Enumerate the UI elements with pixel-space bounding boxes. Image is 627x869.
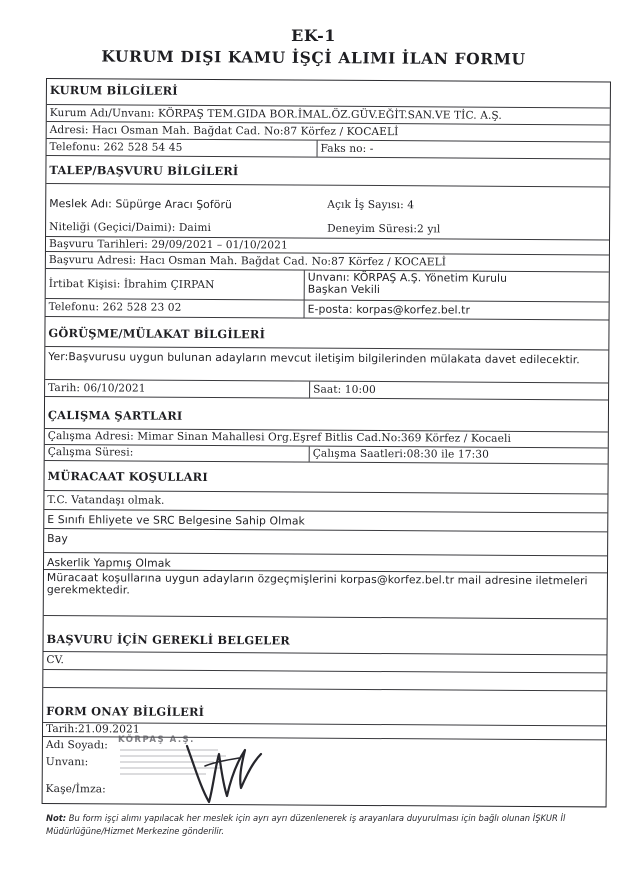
kurum-unvan: Kurum Adı/Unvanı: KÖRPAŞ TEM.GIDA BOR.İMAL.ÖZ.GÜV.EĞİT.SAN.VE TİC. A.Ş.	[49, 107, 502, 122]
row-talep-meslek	[46, 184, 609, 217]
gorusme-tarih: Tarih: 06/10/2021	[48, 382, 146, 395]
section-title-gorusme: GÖRÜŞME/MÜLAKAT BİLGİLERİ	[48, 326, 266, 342]
form-table	[42, 78, 611, 807]
gorusme-yer: Yer:Başvurusu uygun bulunan adayların mevcut iletişim bilgilerinden mülakata davet edilecektir.	[48, 350, 580, 367]
onay-tarih: Tarih:21.09.2021	[45, 723, 140, 736]
talep-tarihler: Başvuru Tarihleri: 29/09/2021 – 01/10/2021	[48, 238, 288, 252]
onay-unvani: Unvanı:	[45, 756, 89, 769]
row-talep-nitelik	[46, 214, 609, 240]
section-onay	[43, 688, 606, 726]
kurum-telefon: Telefonu: 262 528 54 45	[49, 141, 183, 154]
talep-irtibat: İrtibat Kişisi: İbrahim ÇIRPAN	[48, 278, 215, 292]
section-gorusme	[45, 317, 608, 350]
section-title-talep: TALEP/BAŞVURU BİLGİLERİ	[49, 163, 239, 179]
talep-adres: Başvuru Adresi: Hacı Osman Mah. Bağdat Cad. No:87 Körfez / KOCAELİ	[48, 254, 447, 269]
onay-adi-soyadi: Adı Soyadı:	[45, 739, 108, 752]
section-title-onay: FORM ONAY BİLGİLERİ	[46, 704, 205, 719]
belge-item: CV.	[46, 654, 65, 667]
kurum-faks: Faks no: -	[317, 141, 610, 159]
section-muracaat	[44, 461, 607, 494]
muracaat-item: Askerlik Yapmış Olmak	[47, 556, 171, 570]
stamp-text: KÖRPAŞ A.Ş.	[118, 735, 195, 745]
row-gorusme-yer	[45, 347, 608, 383]
talep-unvan-line1: Unvanı: KÖRPAŞ A.Ş. Yönetim Kurulu	[307, 270, 508, 285]
section-title-calisma: ÇALIŞMA ŞARTLARI	[47, 408, 183, 423]
row-talep-irtibat	[46, 269, 609, 302]
onay-kase-imza: Kaşe/İmza:	[45, 783, 106, 796]
section-talep	[46, 156, 609, 187]
talep-eposta: E-posta: korpas@korfez.bel.tr	[304, 301, 609, 320]
footer-note-label: Not:	[46, 813, 67, 823]
muracaat-note: Müracaat koşullarına uygun adayların özgeçmişlerini korpas@korfez.bel.tr mail adresine iletmeleri gerekmektedir.	[46, 571, 588, 597]
section-title-belgeler: BAŞVURU İÇİN GEREKLİ BELGELER	[46, 632, 290, 648]
talep-deneyim: Deneyim Süresi:2 yıl	[327, 222, 441, 236]
signature-graphic	[175, 728, 265, 808]
section-kurum	[47, 79, 610, 108]
calisma-suresi: Çalışma Süresi:	[47, 446, 134, 459]
talep-unvan-line2: Başkan Vekili	[307, 282, 381, 297]
section-belgeler	[43, 616, 606, 655]
footer-note-text: Bu form işçi alımı yapılacak her meslek için ayrı ayrı düzenlenerek iş arayanlara duyurulması için bağlı olunan İŞKUR İl Müdürlüğüne/Hizmet Merkezine gönderilir.	[46, 813, 566, 836]
form-title: KURUM DIŞI KAMU İŞÇİ ALIMI İLAN FORMU	[101, 46, 526, 69]
muracaat-item: Bay	[47, 532, 68, 546]
section-calisma	[45, 397, 608, 432]
kurum-adres: Adresi: Hacı Osman Mah. Bağdat Cad. No:87 Körfez / KOCAELİ	[49, 124, 399, 139]
talep-acik-is: Açık İş Sayısı: 4	[327, 198, 415, 212]
row-muracaat-note	[44, 570, 607, 619]
talep-meslek: Meslek Adı: Süpürge Aracı Şoförü	[49, 197, 233, 212]
gorusme-saat: Saat: 10:00	[309, 382, 608, 400]
talep-unvan	[304, 271, 609, 302]
calisma-adres: Çalışma Adresi: Mimar Sinan Mahallesi Org.Eşref Bitlis Cad.No:369 Körfez / Kocaeli	[47, 430, 511, 445]
muracaat-item: E Sınıfı Ehliyete ve SRC Belgesine Sahip Olmak	[47, 513, 305, 528]
annex-label: EK-1	[291, 26, 336, 45]
muracaat-item: T.C. Vatandaşı olmak.	[47, 494, 165, 507]
talep-telefon: Telefonu: 262 528 23 02	[48, 301, 182, 314]
row-muracaat-3	[44, 529, 607, 556]
footer-note	[46, 812, 606, 838]
calisma-saatleri: Çalışma Saatleri:08:30 ile 17:30	[309, 447, 608, 464]
talep-niteligi: Niteliği (Geçici/Daimi): Daimi	[49, 221, 212, 235]
section-title-kurum: KURUM BİLGİLERİ	[49, 83, 178, 98]
section-title-muracaat: MÜRACAAT KOŞULLARI	[47, 469, 208, 484]
